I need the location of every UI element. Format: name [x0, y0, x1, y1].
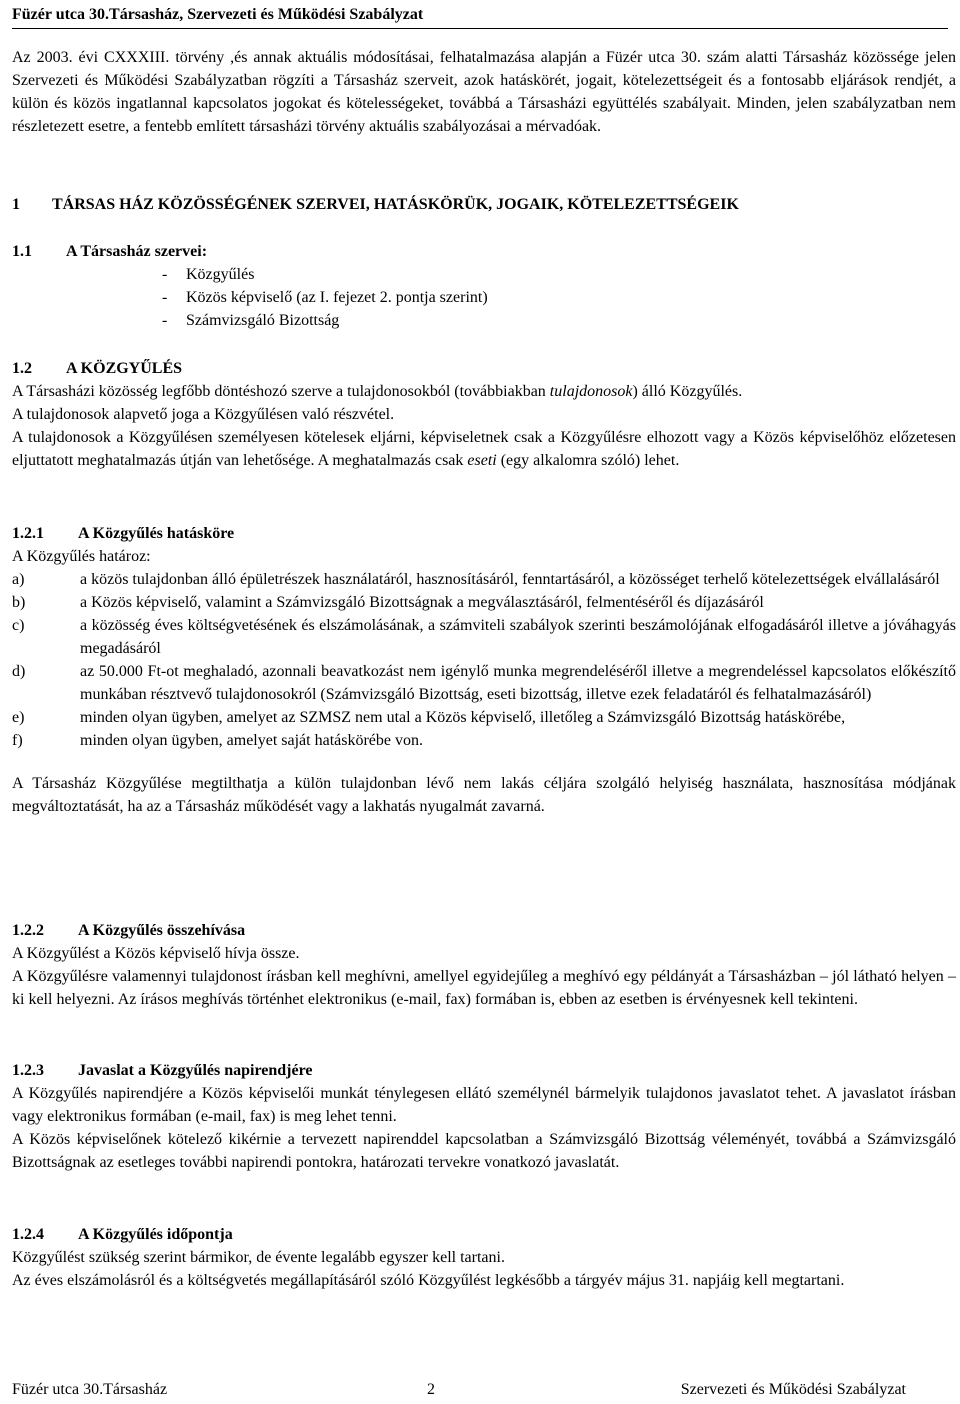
list-text: a közösség éves költségvetésének és elszámolásának, a számviteli szabályok szerinti beszámolójának elfogadásáról illetve a jóváhagyás megadásáról: [80, 617, 956, 657]
list-text: minden olyan ügyben, amelyet az SZMSZ nem utal a Közös képviselő, illetőleg a Számvizsgáló Bizottság hatáskörébe,: [80, 709, 846, 726]
section-1-2-3: [12, 1059, 956, 1174]
section-1-2: [12, 357, 956, 472]
intro-paragraph: [12, 46, 956, 138]
section-1-2-3-p1: A Közgyűlés napirendjére a Közös képviselői munkát ténylegesen ellátó személynél bármelyik tulajdonos javaslatot tehet. A javaslatot írásban vagy elektronikus formában (e-mail, fax) is meg lehet tenni.: [12, 1085, 956, 1125]
section-number: 1.2.1: [12, 525, 44, 542]
section-1-2-3-p2: A Közös képviselőnek kötelező kikérnie a tervezett napirenddel kapcsolatban a Számvizsgáló Bizottság véleményét, továbbá a Számvizsgáló Bizottságnak az esetleges további napirendi pontokra, határozati tervekre vonatkozó javaslatát.: [12, 1131, 956, 1171]
text: (egy alkalomra szóló) lehet.: [496, 452, 680, 469]
organ-item: - Közgyűlés: [162, 266, 255, 283]
list-text: a Közös képviselő, valamint a Számvizsgáló Bizottságnak a megválasztásáról, felmentéséről és díjazásáról: [80, 594, 764, 611]
section-1-2-heading: [12, 357, 956, 380]
list-text: az 50.000 Ft-ot meghaladó, azonnali beavatkozást nem igénylő munka megrendeléséről illetve a megrendeléssel kapcsolatos előkészítő munkában résztvevő tulajdonosokról (Számvizsgáló Bizottság, eseti bizottság, illetve ezek feladatáról és felhatalmazásáról): [80, 663, 956, 703]
section-1-2-p3: [12, 426, 956, 472]
footer-left: Füzér utca 30.Társasház: [12, 1381, 168, 1398]
section-1-2-2: [12, 919, 956, 1011]
organ-item: - Számvizsgáló Bizottság: [162, 312, 340, 329]
section-title: A Közgyűlés összehívása: [78, 922, 246, 939]
list-label: d): [12, 663, 26, 680]
organ-label: Közös képviselő (az I. fejezet 2. pontja szerint): [186, 289, 488, 306]
section-number: 1.2: [12, 360, 32, 377]
section-1-2-3-heading: [12, 1059, 956, 1082]
section-1-2-p1: [12, 380, 956, 403]
section-title: A Közgyűlés időpontja: [78, 1226, 233, 1243]
section-title: Javaslat a Közgyűlés napirendjére: [78, 1062, 313, 1079]
section-1-2-1: [12, 522, 956, 818]
text: A Társasházi közösség legfőbb döntéshozó szerve a tulajdonosokból (továbbiakban: [12, 383, 550, 400]
section-number: 1.2.2: [12, 922, 44, 939]
section-1-2-1-heading: [12, 522, 956, 545]
section-1-2-4-heading: [12, 1223, 956, 1246]
header-title: Füzér utca 30.Társasház, Szervezeti és Működési Szabályzat: [12, 6, 424, 23]
list-label: a): [12, 571, 25, 588]
list-label: e): [12, 709, 25, 726]
text: ) álló Közgyűlés.: [632, 383, 743, 400]
italic-term: eseti: [467, 452, 497, 469]
section-closing: A Társasház Közgyűlése megtilthatja a külön tulajdonban lévő nem lakás céljára szolgáló helyiség használata, hasznosítása módjának megváltoztatását, ha az a Társasház működését vagy a lakhatás nyugalmát zavarná.: [12, 775, 956, 815]
intro-text: Az 2003. évi CXXXIII. törvény ,és annak aktuális módosításai, felhatalmazása alapján a Füzér utca 30. szám alatti Társasház közössége jelen Szervezeti és Működési Szabályzatban rögzíti a Társasház szerveit, azok hatáskörét, jogait, kötelezettségeit és a fontosabb eljárások rendjét, a külön és közös ingatlannal kapcsolatos jogokat és kötelességeket, továbbá a Társasházi együttélés szabályait. Minden, jelen szabályzatban nem részletezett esetre, a fentebb említett társasházi törvény aktuális szabályozásai a mérvadóak.: [12, 49, 956, 135]
section-1-1: [12, 240, 956, 332]
list-item: [12, 614, 956, 660]
list-text: minden olyan ügyben, amelyet saját hatáskörébe von.: [80, 732, 424, 749]
list-label: c): [12, 617, 25, 634]
section-title: A Közgyűlés hatásköre: [78, 525, 235, 542]
list-label: b): [12, 594, 26, 611]
page-header: [12, 6, 948, 29]
italic-term: tulajdonosok: [549, 383, 633, 400]
list-item: [12, 729, 956, 752]
chapter-1-heading: [12, 196, 739, 214]
list-item: [12, 660, 956, 706]
chapter-number: 1: [12, 196, 20, 213]
section-1-2-2-heading: [12, 919, 956, 942]
organ-item: - Közös képviselő (az I. fejezet 2. pontja szerint): [162, 289, 488, 306]
footer-right: Szervezeti és Működési Szabályzat: [680, 1381, 906, 1398]
section-1-2-2-p1: A Közgyűlést a Közös képviselő hívja össze.: [12, 945, 300, 962]
section-1-1-heading: [12, 240, 956, 263]
section-1-2-4-p2: Az éves elszámolásról és a költségvetés megállapításáról szóló Közgyűlést legkésőbb a tárgyév május 31. napjáig kell megtartani.: [12, 1272, 845, 1289]
section-number: 1.2.3: [12, 1062, 44, 1079]
section-lead: A Közgyűlés határoz:: [12, 548, 151, 565]
section-1-2-2-p2: A Közgyűlésre valamennyi tulajdonost írásban kell meghívni, amellyel egyidejűleg a meghívó egy példányát a Társasházban – jól látható helyen – ki kell helyezni. Az írásos meghívás történhet elektronikus (e-mail, fax) formában is, ebben az esetben is érvényesnek kell tekinteni.: [12, 968, 956, 1008]
section-1-2-4: [12, 1223, 956, 1292]
organ-label: Közgyűlés: [186, 266, 255, 283]
chapter-title: TÁRSAS HÁZ KÖZÖSSÉGÉNEK SZERVEI, HATÁSKÖRÜK, JOGAIK, KÖTELEZETTSÉGEIK: [52, 196, 739, 213]
list-item: [12, 568, 956, 591]
section-title: A KÖZGYŰLÉS: [66, 360, 183, 377]
section-title: A Társasház szervei:: [66, 243, 208, 260]
list-item: [12, 706, 956, 729]
section-1-2-p2: A tulajdonosok alapvető joga a Közgyűlésen való részvétel.: [12, 406, 395, 423]
organ-label: Számvizsgáló Bizottság: [186, 312, 340, 329]
list-text: a közös tulajdonban álló épületrészek használatáról, hasznosításáról, fenntartásáról, a közösséget terhelő kötelezettségek elvállalásáról: [80, 571, 940, 588]
list-label: f): [12, 732, 23, 749]
text: A tulajdonosok a Közgyűlésen személyesen kötelesek eljárni, képviseletnek csak a Közgyűlésre elhozott vagy a Közös képviselőhöz előzetesen eljuttatott meghatalmazás útján van lehetősége. A meghatalmazás csak: [12, 429, 956, 469]
section-number: 1.1: [12, 243, 32, 260]
list-item: [12, 591, 956, 614]
section-1-2-4-p1: Közgyűlést szükség szerint bármikor, de évente legalább egyszer kell tartani.: [12, 1249, 505, 1266]
page-number: 2: [427, 1381, 435, 1398]
section-number: 1.2.4: [12, 1226, 44, 1243]
